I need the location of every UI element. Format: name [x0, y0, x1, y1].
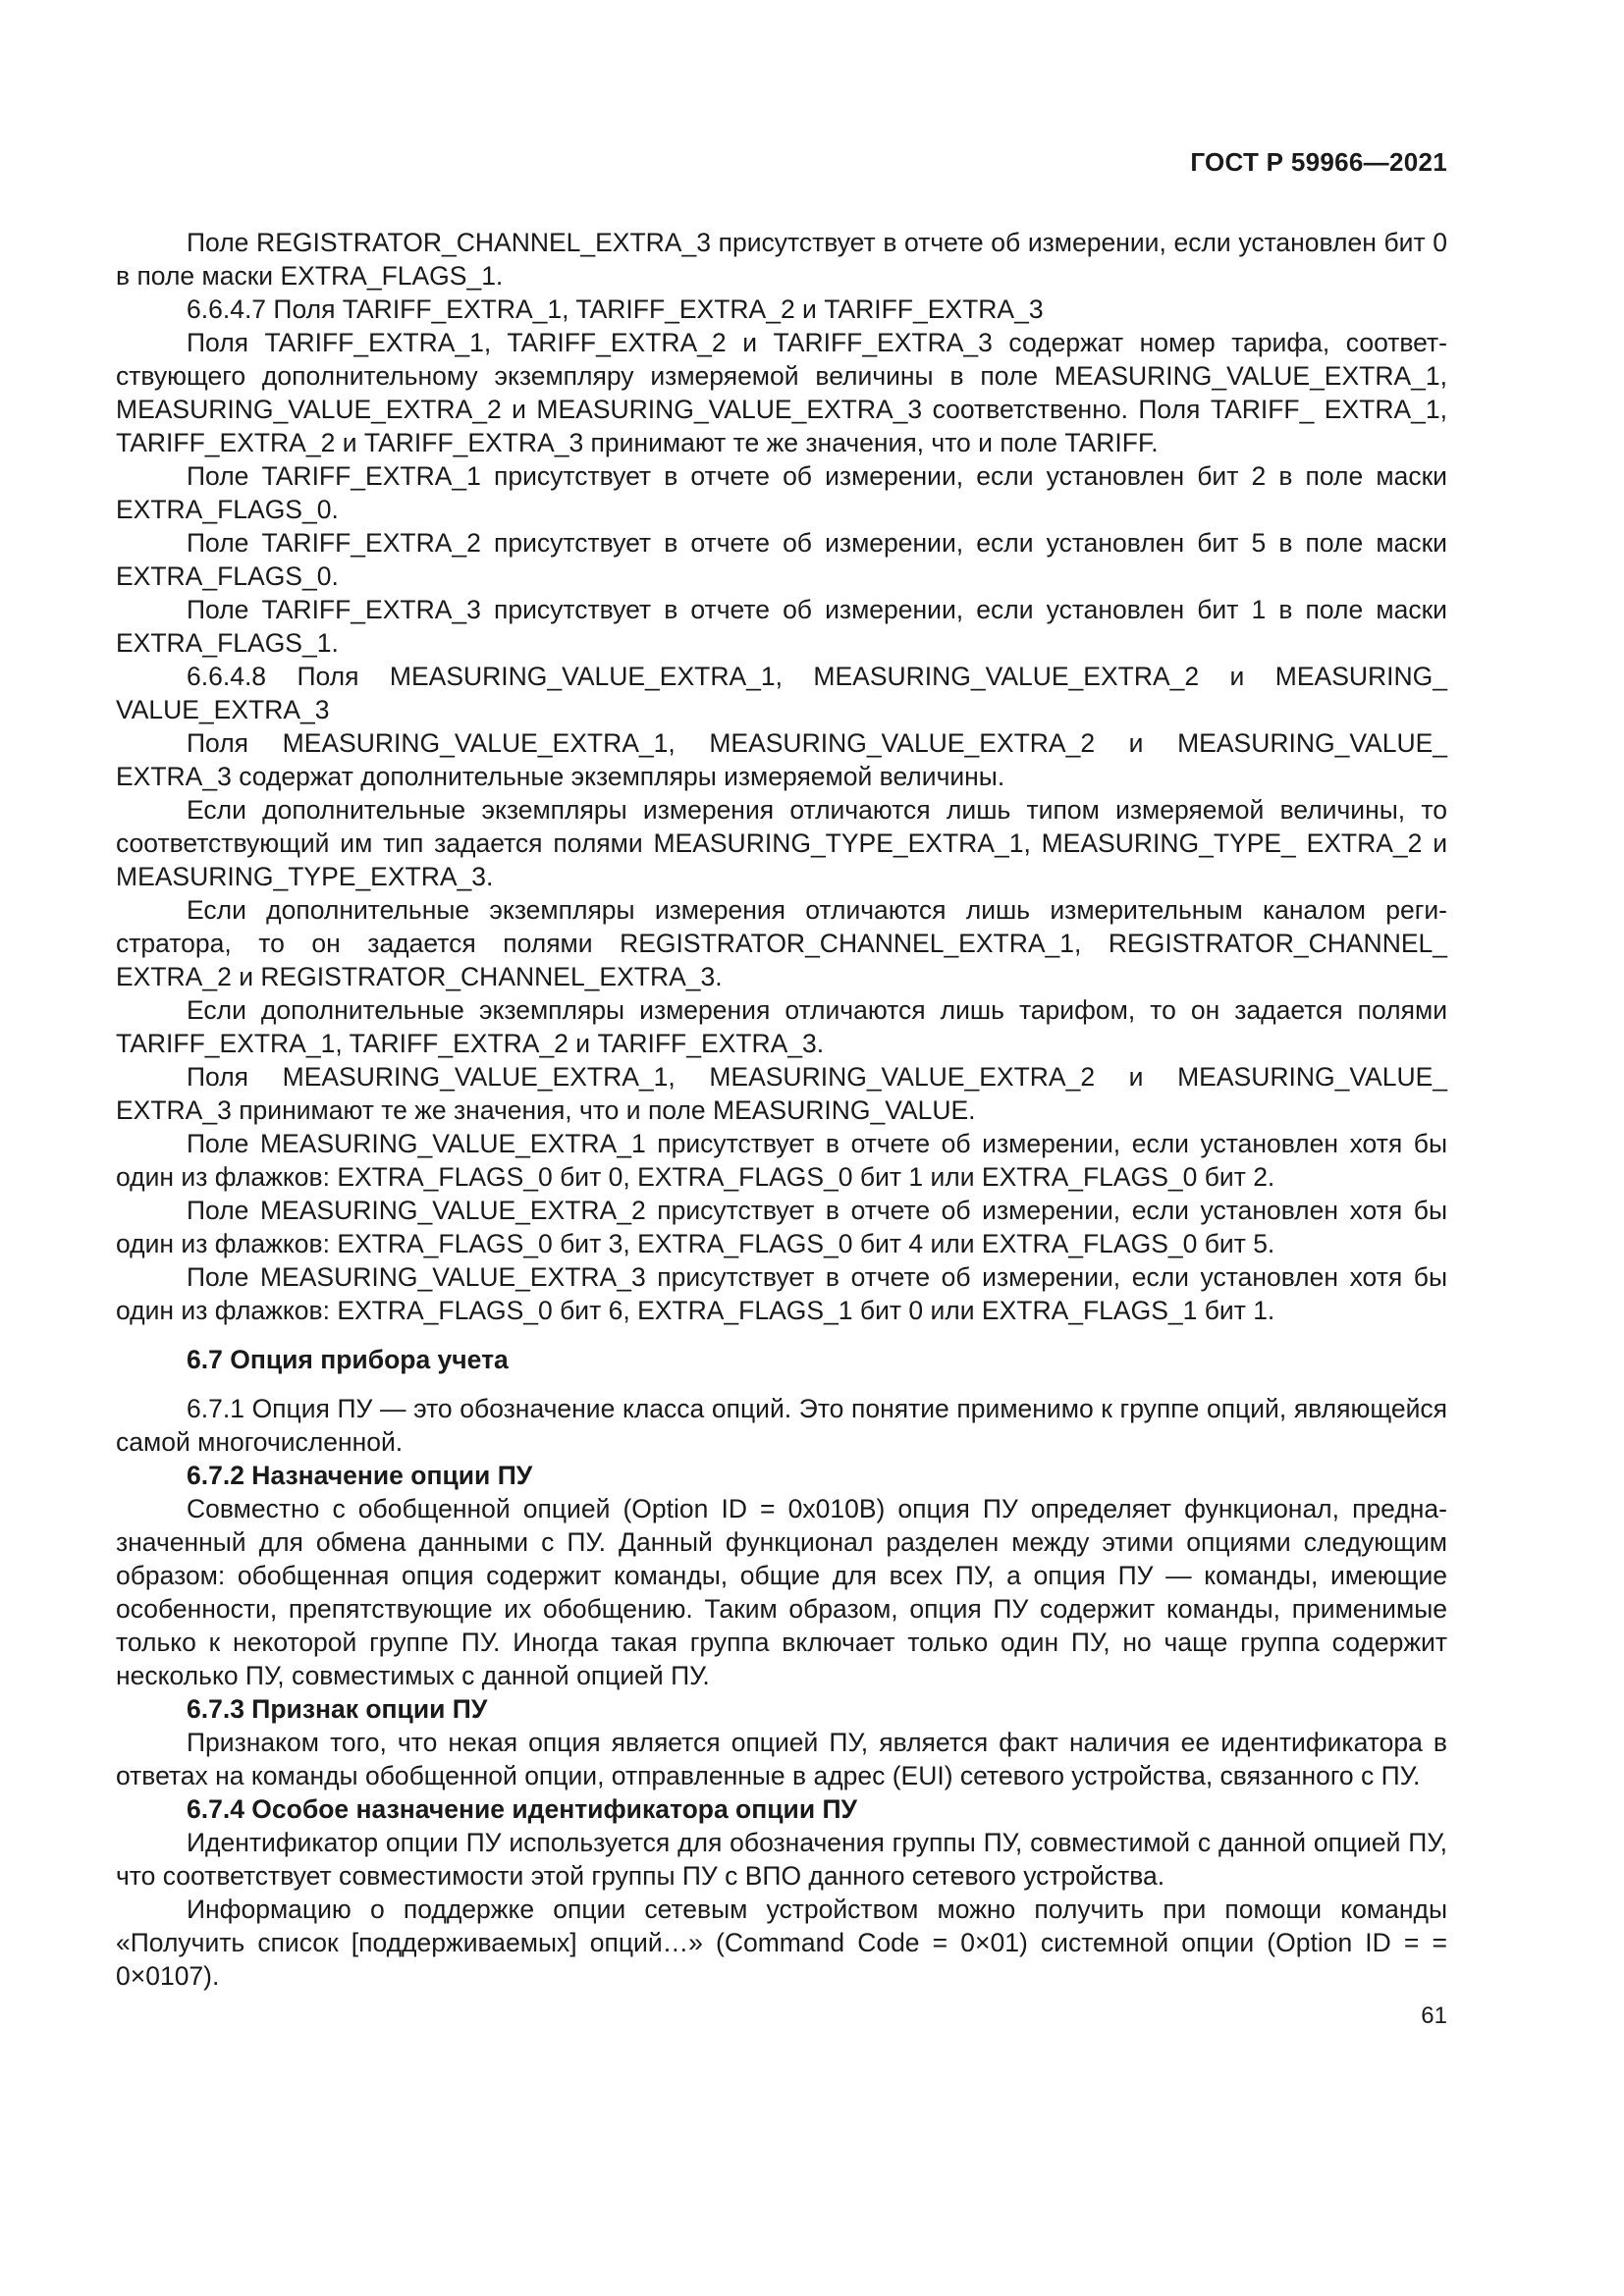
subsection-title-6-7-2: 6.7.2 Назначение опции ПУ: [187, 1461, 533, 1490]
subsection-title-6-7-4: 6.7.4 Особое назначение идентификатора опции ПУ: [187, 1794, 858, 1824]
paragraph: Совместно с обобщенной опцией (Option ID = 0x010B) опция ПУ определяет функционал, предназначенный для обмена данными с ПУ. Данный функционал разделен между этими опциями следующим образом: обобщенная опция содержит команды, общие для всех ПУ, а опция ПУ — команды, имеющие особенности, препятствующие их обобщению. Таким образом, опция ПУ содержит команды, применимые только к некоторой группе ПУ. Иногда такая группа включает только один ПУ, но чаще группа содержит несколько ПУ, совместимых с данной опцией ПУ.: [116, 1494, 1447, 1690]
paragraph: Если дополнительные экземпляры измерения отличаются лишь измерительным каналом регистратора, то он задается полями REGISTRATOR_CHANNEL_EXTRA_1, REGISTRATOR_CHANNEL_ EXTRA_2 и REGISTRATOR_CHANNEL_EXTRA_3.: [116, 895, 1447, 991]
paragraph: Если дополнительные экземпляры измерения отличаются лишь тарифом, то он задается полями TARIFF_EXTRA_1, TARIFF_EXTRA_2 и TARIFF_EXTRA_3.: [116, 995, 1447, 1058]
paragraph: Поле MEASURING_VALUE_EXTRA_2 присутствует в отчете об измерении, если установлен хотя бы один из флажков: EXTRA_FLAGS_0 бит 3, EXTRA_FLAGS_0 бит 4 или EXTRA_FLAGS_0 бит 5.: [116, 1196, 1447, 1258]
paragraph: 6.7.1 Опция ПУ — это обозначение класса опций. Это понятие применимо к группе опций, являющейся самой многочисленной.: [116, 1394, 1447, 1457]
paragraph: Поля TARIFF_EXTRA_1, TARIFF_EXTRA_2 и TARIFF_EXTRA_3 содержат номер тарифа, соответствующего дополнительному экземпляру измеряемой величины в поле MEASURING_VALUE_EXTRA_1, MEASURING_VALUE_EXTRA_2 и MEASURING_VALUE_EXTRA_3 соответственно. Поля TARIFF_ EXTRA_1, TARIFF_EXTRA_2 и TARIFF_EXTRA_3 принимают те же значения, что и поле TARIFF.: [116, 328, 1447, 457]
paragraph: Поле MEASURING_VALUE_EXTRA_3 присутствует в отчете об измерении, если установлен хотя бы один из флажков: EXTRA_FLAGS_0 бит 6, EXTRA_FLAGS_1 бит 0 или EXTRA_FLAGS_1 бит 1.: [116, 1262, 1447, 1325]
paragraph: Поле REGISTRATOR_CHANNEL_EXTRA_3 присутствует в отчете об измерении, если установлен бит 0 в поле маски EXTRA_FLAGS_1.: [116, 228, 1447, 291]
paragraph: Поле TARIFF_EXTRA_2 присутствует в отчете об измерении, если установлен бит 5 в поле маски EXTRA_FLAGS_0.: [116, 528, 1447, 591]
paragraph: Поле MEASURING_VALUE_EXTRA_1 присутствует в отчете об измерении, если установлен хотя бы один из флажков: EXTRA_FLAGS_0 бит 0, EXTRA_FLAGS_0 бит 1 или EXTRA_FLAGS_0 бит 2.: [116, 1129, 1447, 1192]
section-title-6-7: 6.7 Опция прибора учета: [187, 1345, 509, 1374]
paragraph: Признаком того, что некая опция является опцией ПУ, является факт наличия ее идентификатора в ответах на команды обобщенной опции, отправленные в адрес (EUI) сетевого устройства, связанного с ПУ.: [116, 1728, 1447, 1790]
paragraph: Поле TARIFF_EXTRA_3 присутствует в отчете об измерении, если установлен бит 1 в поле маски EXTRA_FLAGS_1.: [116, 595, 1447, 658]
document-code: ГОСТ Р 59966—2021: [1190, 147, 1447, 177]
subsection-title-6-7-3: 6.7.3 Признак опции ПУ: [187, 1694, 488, 1724]
clause-heading: 6.6.4.8 Поля MEASURING_VALUE_EXTRA_1, MEASURING_VALUE_EXTRA_2 и MEASURING_ VALUE_EXTRA_3: [116, 662, 1447, 724]
paragraph: Поле TARIFF_EXTRA_1 присутствует в отчете об измерении, если установлен бит 2 в поле маски EXTRA_FLAGS_0.: [116, 461, 1447, 524]
clause-heading: 6.6.4.7 Поля TARIFF_EXTRA_1, TARIFF_EXTRA_2 и TARIFF_EXTRA_3: [187, 294, 1044, 324]
paragraph: Поля MEASURING_VALUE_EXTRA_1, MEASURING_VALUE_EXTRA_2 и MEASURING_VALUE_ EXTRA_3 принимают те же значения, что и поле MEASURING_VALUE.: [116, 1062, 1447, 1125]
paragraph: Информацию о поддержке опции сетевым устройством можно получить при помощи команды «Получить список [поддерживаемых] опций…» (Command Code = 0×01) системной опции (Option ID = = 0×0107).: [116, 1895, 1447, 1991]
page-number: 61: [1421, 2002, 1447, 2029]
page-body: [116, 226, 1447, 1993]
paragraph: Поля MEASURING_VALUE_EXTRA_1, MEASURING_VALUE_EXTRA_2 и MEASURING_VALUE_ EXTRA_3 содержат дополнительные экземпляры измеряемой величины.: [116, 728, 1447, 791]
paragraph: Если дополнительные экземпляры измерения отличаются лишь типом измеряемой величины, то соответствующий им тип задается полями MEASURING_TYPE_EXTRA_1, MEASURING_TYPE_ EXTRA_2 и MEASURING_TYPE_EXTRA_3.: [116, 795, 1447, 891]
paragraph: Идентификатор опции ПУ используется для обозначения группы ПУ, совместимой с данной опцией ПУ, что соответствует совместимости этой группы ПУ с ВПО данного сетевого устройства.: [116, 1828, 1447, 1891]
